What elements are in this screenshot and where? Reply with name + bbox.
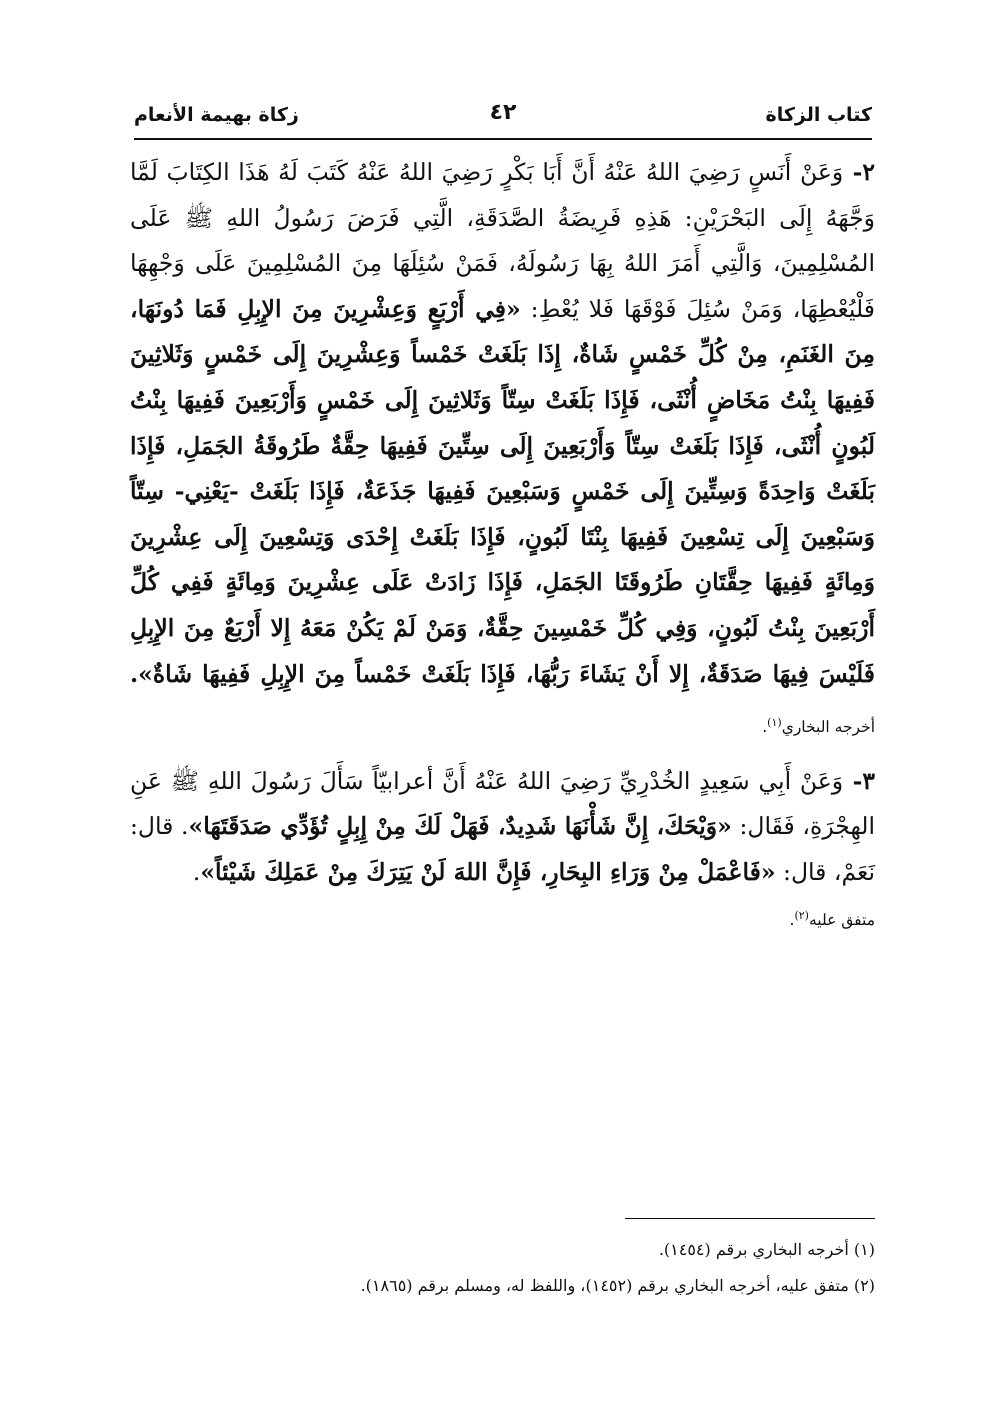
chapter-title: زكاة بهيمة الأنعام [134, 104, 299, 126]
page-number: ٤٢ [489, 100, 517, 125]
running-header [134, 96, 872, 140]
hadith-quote-1: «وَيْحَكَ، إِنَّ شَأْنَهَا شَدِيدٌ، فَهَلْ لَكَ مِنْ إِبِلٍ تُؤَدِّي صَدَقَتَهَا» [188, 812, 732, 841]
hadith-source [762, 718, 875, 736]
hadith-intro: وَعَنْ أَنَسٍ رَضِيَ اللهُ عَنْهُ أَنَّ أَبَا بَكْرٍ رَضِيَ اللهُ عَنْهُ كَتَبَ لَهُ هَذَا الكِتَابَ لَمَّا وَجَّهَهُ إِلَى البَحْرَيْنِ: هَذِهِ فَرِيضَةُ الصَّدَقَةِ، الَّتِي فَرَضَ رَسُولُ اللهِ ﷺ عَلَى المُسْلِمِينَ، وَالَّتِي أَمَرَ اللهُ بِهَا رَسُولَهُ، فَمَنْ سُئِلَهَا مِنَ المُسْلِمِينَ عَلَى وَجْهِهَا فَلْيُعْطِهَا، وَمَنْ سُئِلَ فَوْقَهَا فَلا يُعْطِ: [130, 158, 875, 323]
hadith-source [130, 896, 875, 940]
book-title: كتاب الزكاة [765, 104, 872, 126]
hadith-quote-2: «فَاعْمَلْ مِنْ وَرَاءِ البِحَارِ، فَإِنَّ اللهَ لَنْ يَتِرَكَ مِنْ عَمَلِكَ شَيْئاً» [200, 858, 776, 887]
footnote-1: (١) أخرجه البخاري برقم (١٤٥٤). [658, 1240, 875, 1259]
hadith-intro: وَعَنْ أَبِي سَعِيدٍ الخُدْرِيِّ رَضِيَ اللهُ عَنْهُ أَنَّ أعرابيّاً سَأَلَ رَسُولَ اللهِ ﷺ عَنِ الهِجْرَةِ، فَقَال: [130, 766, 875, 841]
hadith-number: ٣- [843, 766, 875, 795]
hadith-end: . [192, 858, 201, 887]
footnotes [130, 1232, 875, 1304]
footnote-divider [625, 1218, 875, 1219]
footnote-ref-2[interactable]: (٢) [794, 908, 809, 922]
footnote-ref-1[interactable]: (١) [767, 716, 782, 730]
source-period: . [789, 910, 795, 929]
hadith-number: ٢- [843, 158, 876, 186]
hadith-mid: . قال: نَعَمْ، قال: [130, 812, 875, 887]
hadith-2 [130, 150, 875, 751]
source-period: . [762, 718, 768, 737]
source-label: أخرجه البخاري [781, 718, 875, 737]
footnote-2: (٢) متفق عليه، أخرجه البخاري برقم (١٤٥٢)، واللفظ له، ومسلم برقم (١٨٦٥). [360, 1276, 875, 1295]
hadith-text: «فِي أَرْبَعٍ وَعِشْرِينَ مِنَ الإِبِلِ فَمَا دُونَهَا، مِنَ الغَنَمِ، مِنْ كُلِّ خَمْسٍ شَاةٌ، إِذَا بَلَغَتْ خَمْساً وَعِشْرِينَ إِلَى خَمْسٍ وَثَلاثِينَ فَفِيهَا بِنْتُ مَخَاضٍ أُنْثَى، فَإِذَا بَلَغَتْ سِتّاً وَثَلاثِينَ إِلَى خَمْسٍ وَأَرْبَعِينَ فَفِيهَا بِنْتُ لَبُونٍ أُنْثَى، فَإِذَا بَلَغَتْ سِتّاً وَأَرْبَعِينَ إِلَى سِتِّينَ فَفِيهَا حِقَّةٌ طَرُوقَةُ الجَمَلِ، فَإِذَا بَلَغَتْ وَاحِدَةً وَسِتِّينَ إِلَى خَمْسٍ وَسَبْعِينَ فَفِيهَا جَذَعَةٌ، فَإِذَا بَلَغَتْ -يَعْنِي- سِتّاً وَسَبْعِينَ إِلَى تِسْعِينَ فَفِيهَا بِنْتَا لَبُونٍ، فَإِذَا بَلَغَتْ إِحْدَى وَتِسْعِينَ إِلَى عِشْرِينَ وَمِائَةٍ فَفِيهَا حِقَّتَانِ طَرُوقَتَا الجَمَلِ، فَإِذَا زَادَتْ عَلَى عِشْرِينَ وَمِائَةٍ فَفِي كُلِّ أَرْبَعِينَ بِنْتُ لَبُونٍ، وَفِي كُلِّ خَمْسِينَ حِقَّةٌ، وَمَنْ لَمْ يَكُنْ مَعَهُ إِلا أَرْبَعٌ مِنَ الإِبِلِ فَلَيْسَ فِيهَا صَدَقَةٌ، إِلا أَنْ يَشَاءَ رَبُّهَا، فَإِذَا بَلَغَتْ خَمْساً مِنَ الإِبِلِ فَفِيهَا شَاةٌ». [130, 294, 875, 688]
main-text [130, 150, 875, 940]
source-label: متفق عليه [808, 910, 875, 929]
hadith-3 [130, 759, 875, 940]
